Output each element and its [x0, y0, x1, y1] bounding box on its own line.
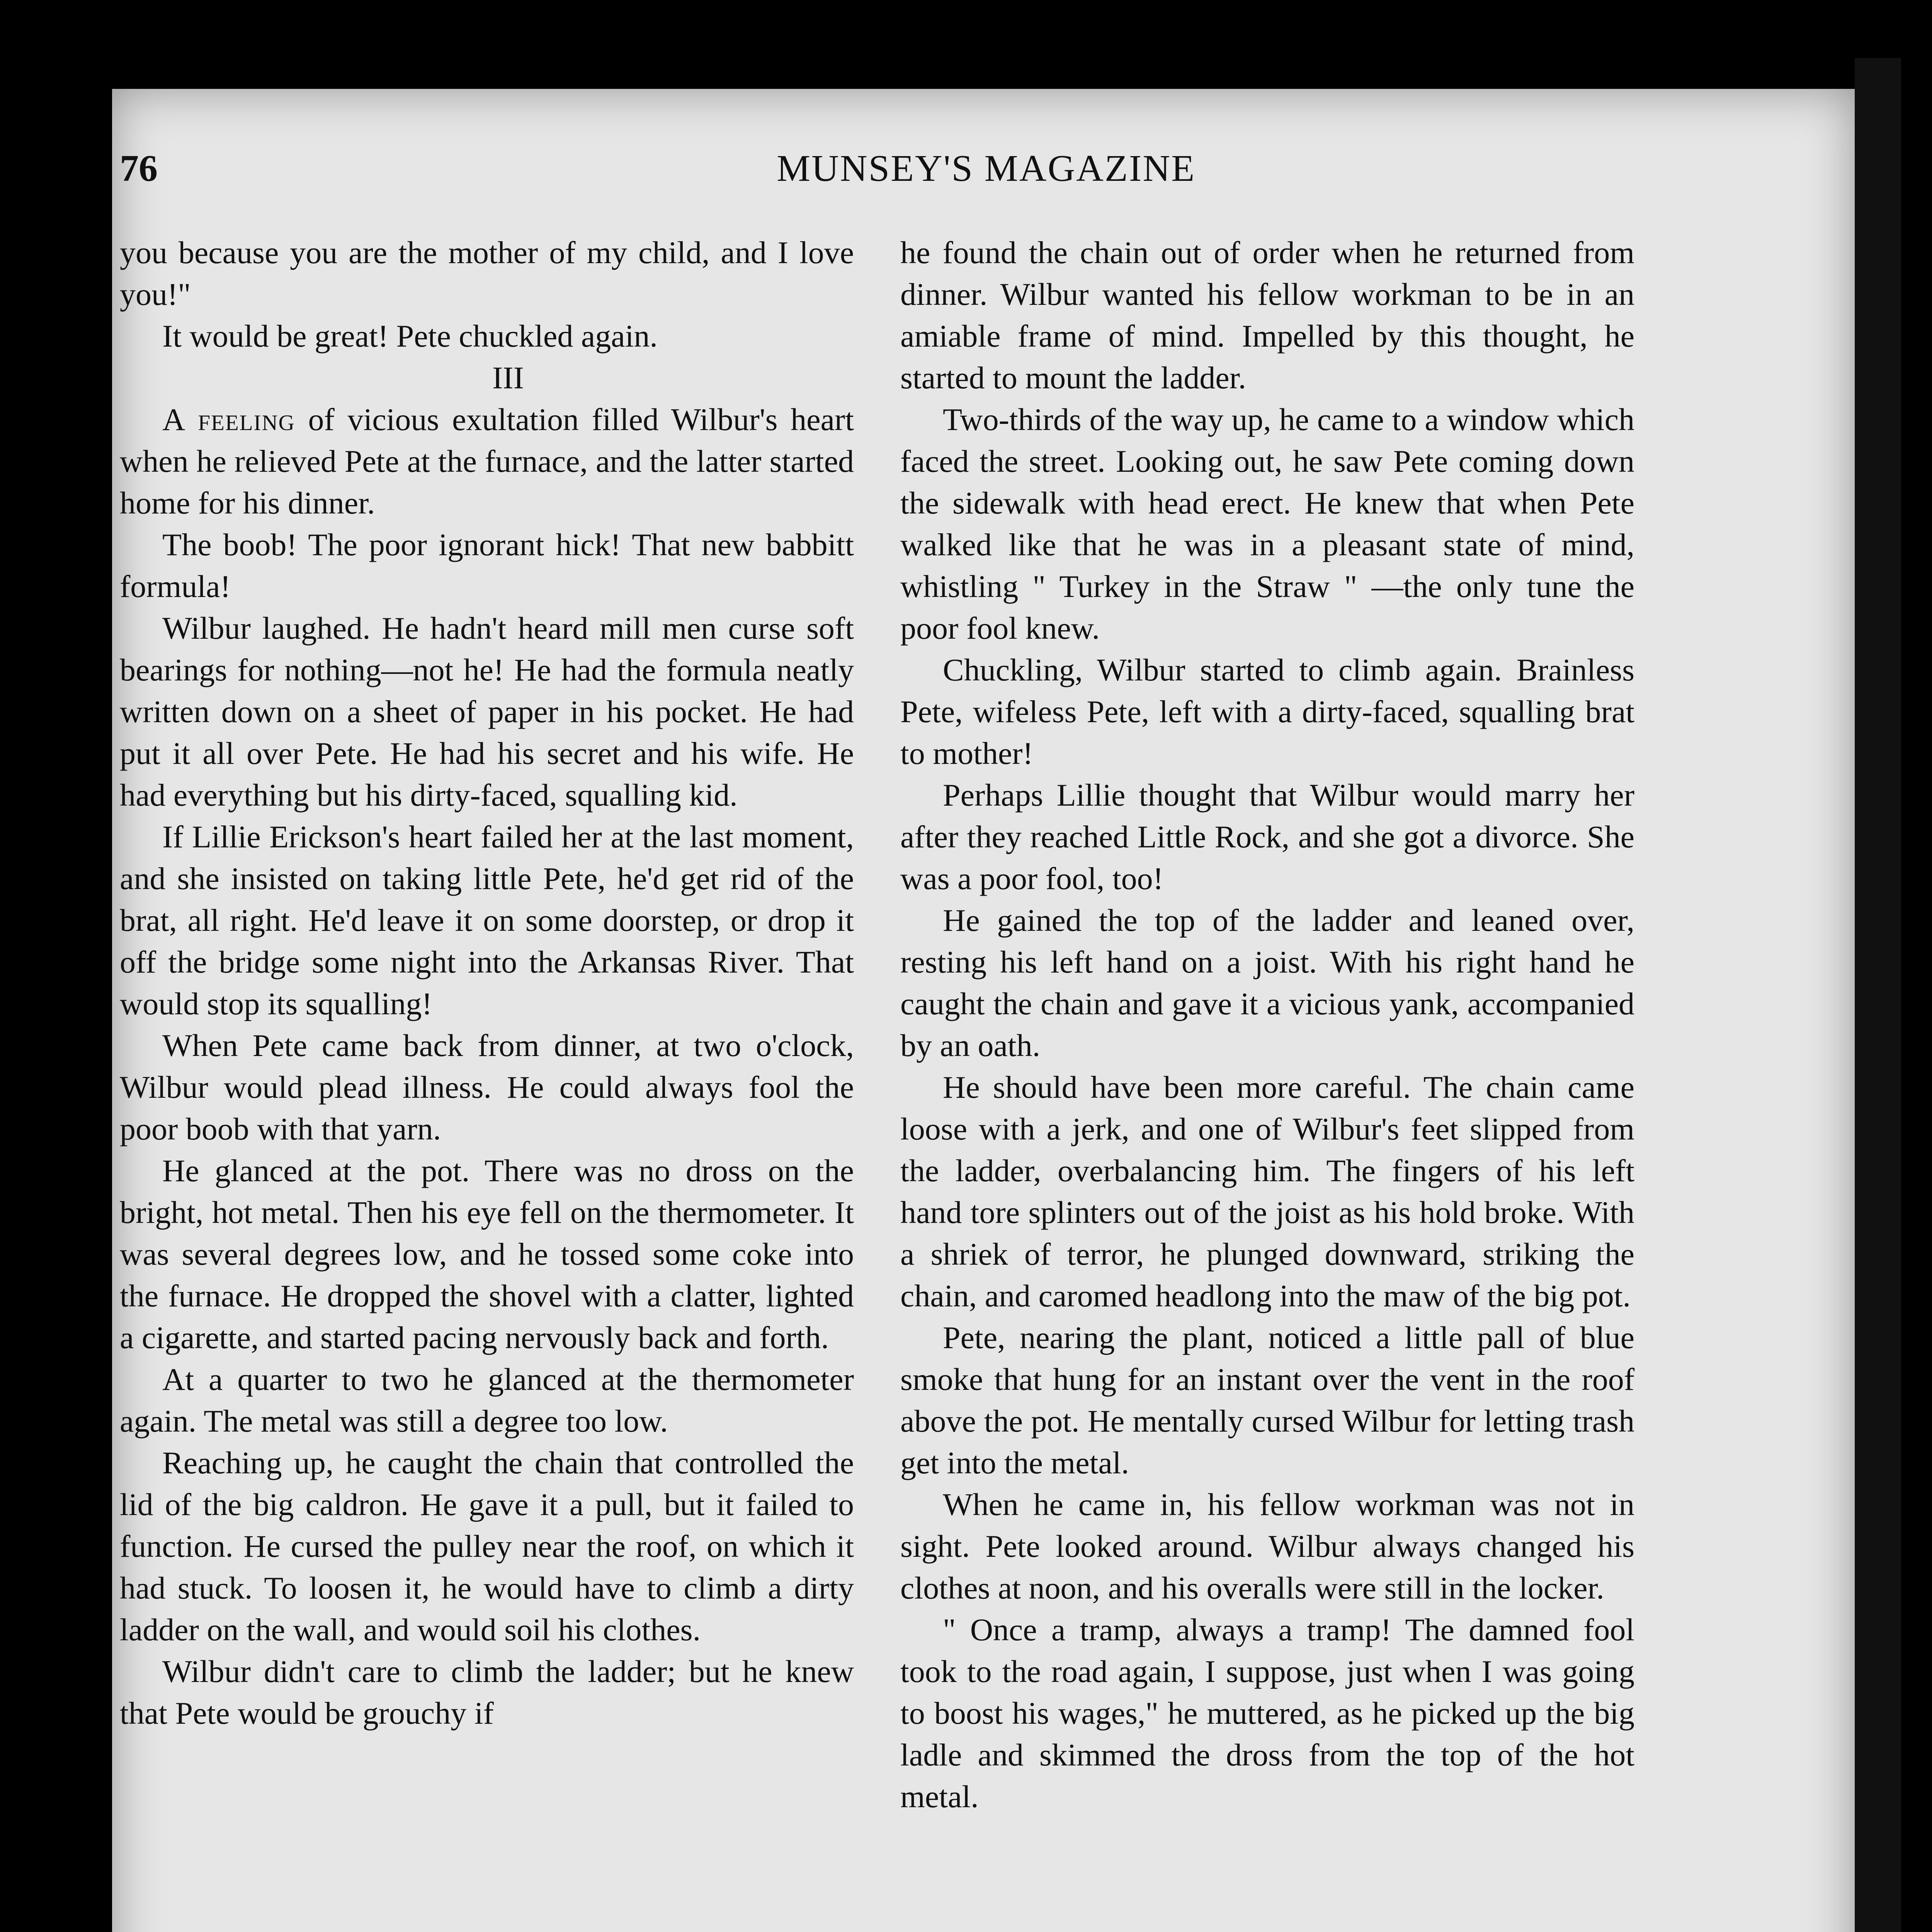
running-head: MUNSEY'S MAGAZINE — [777, 148, 1196, 189]
page-header — [120, 147, 1650, 209]
paragraph: Reaching up, he caught the chain that controlled the lid of the big caldron. He gave it a pull, but it failed to function. He cursed the pulley near the roof, on which it had stuck. To loosen it, he would have to climb a dirty ladder on the wall, and would soil his clothes. — [120, 1445, 854, 1647]
right-column — [900, 232, 1634, 1818]
left-column — [120, 232, 854, 1734]
paragraph: He should have been more careful. The chain came loose with a jerk, and one of Wilbur's feet slipped from the ladder, overbalancing him. The fingers of his left hand tore splinters out of the joist as his hold broke. With a shriek of terror, he plunged downward, striking the chain, and caromed headlong into the maw of the big pot. — [900, 1070, 1634, 1313]
paragraph: If Lillie Erickson's heart failed her at the last moment, and she insisted on taking little Pete, he'd get rid of the brat, all right. He'd leave it on some doorstep, or drop it off the bridge some night into the Arkansas River. That would stop its squalling! — [120, 819, 854, 1021]
paragraph: you because you are the mother of my child, and I love you!" — [120, 235, 854, 312]
paragraph: The boob! The poor ignorant hick! That new babbitt formula! — [120, 527, 854, 604]
paragraph: He glanced at the pot. There was no dross on the bright, hot metal. Then his eye fell on the thermometer. It was several degrees low, and he tossed some coke into the furnace. He dropped the shovel with a clatter, lighted a cigarette, and started pacing nervously back and forth. — [120, 1153, 854, 1355]
page-binding-edge — [1855, 58, 1901, 1932]
paragraph: he found the chain out of order when he returned from dinner. Wilbur wanted his fellow workman to be in an amiable frame of mind. Impelled by this thought, he started to mount the ladder. — [900, 235, 1634, 395]
paragraph-text: of vicious exultation filled Wilbur's heart when he relieved Pete at the furnace, and the latter started home for his dinner. — [120, 402, 854, 520]
paragraph: Pete, nearing the plant, noticed a little pall of blue smoke that hung for an instant over the vent in the roof above the pot. He mentally cursed Wilbur for letting trash get into the metal. — [900, 1320, 1634, 1480]
paragraph: He gained the top of the ladder and leaned over, resting his left hand on a joist. With his right hand he caught the chain and gave it a vicious yank, accompanied by an oath. — [900, 903, 1634, 1063]
paragraph: Wilbur didn't care to climb the ladder; but he knew that Pete would be grouchy if — [120, 1654, 854, 1731]
paragraph: Chuckling, Wilbur started to climb again. Brainless Pete, wifeless Pete, left with a dirty-faced, squalling brat to mother! — [900, 652, 1634, 771]
paragraph: When Pete came back from dinner, at two o'clock, Wilbur would plead illness. He could always fool the poor boob with that yarn. — [120, 1028, 854, 1146]
section-number: III — [492, 360, 524, 395]
paragraph: Wilbur laughed. He hadn't heard mill men curse soft bearings for nothing—not he! He had the formula neatly written down on a sheet of paper in his pocket. He had put it all over Pete. He had his secret and his wife. He had everything but his dirty-faced, squalling kid. — [120, 611, 854, 813]
page-number: 76 — [120, 148, 158, 189]
paragraph: When he came in, his fellow workman was not in sight. Pete looked around. Wilbur always changed his clothes at noon, and his overalls were still in the locker. — [900, 1487, 1634, 1605]
paragraph — [120, 399, 854, 524]
paragraph: " Once a tramp, always a tramp! The damned fool took to the road again, I suppose, just when I was going to boost his wages," he muttered, as he picked up the big ladle and skimmed the dross from the top of the hot metal. — [900, 1612, 1634, 1814]
paragraph: It would be great! Pete chuckled again. — [162, 318, 658, 354]
paragraph: At a quarter to two he glanced at the thermometer again. The metal was still a degree too low. — [120, 1362, 854, 1439]
paragraph: Two-thirds of the way up, he came to a window which faced the street. Looking out, he saw Pete coming down the sidewalk with head erect. He knew that when Pete walked like that he was in a pleasant state of mind, whistling " Turkey in the Straw " —the only tune the poor fool knew. — [900, 402, 1634, 646]
drop-word: A feeling — [162, 402, 295, 437]
paragraph: Perhaps Lillie thought that Wilbur would marry her after they reached Little Rock, and she got a divorce. She was a poor fool, too! — [900, 777, 1634, 896]
